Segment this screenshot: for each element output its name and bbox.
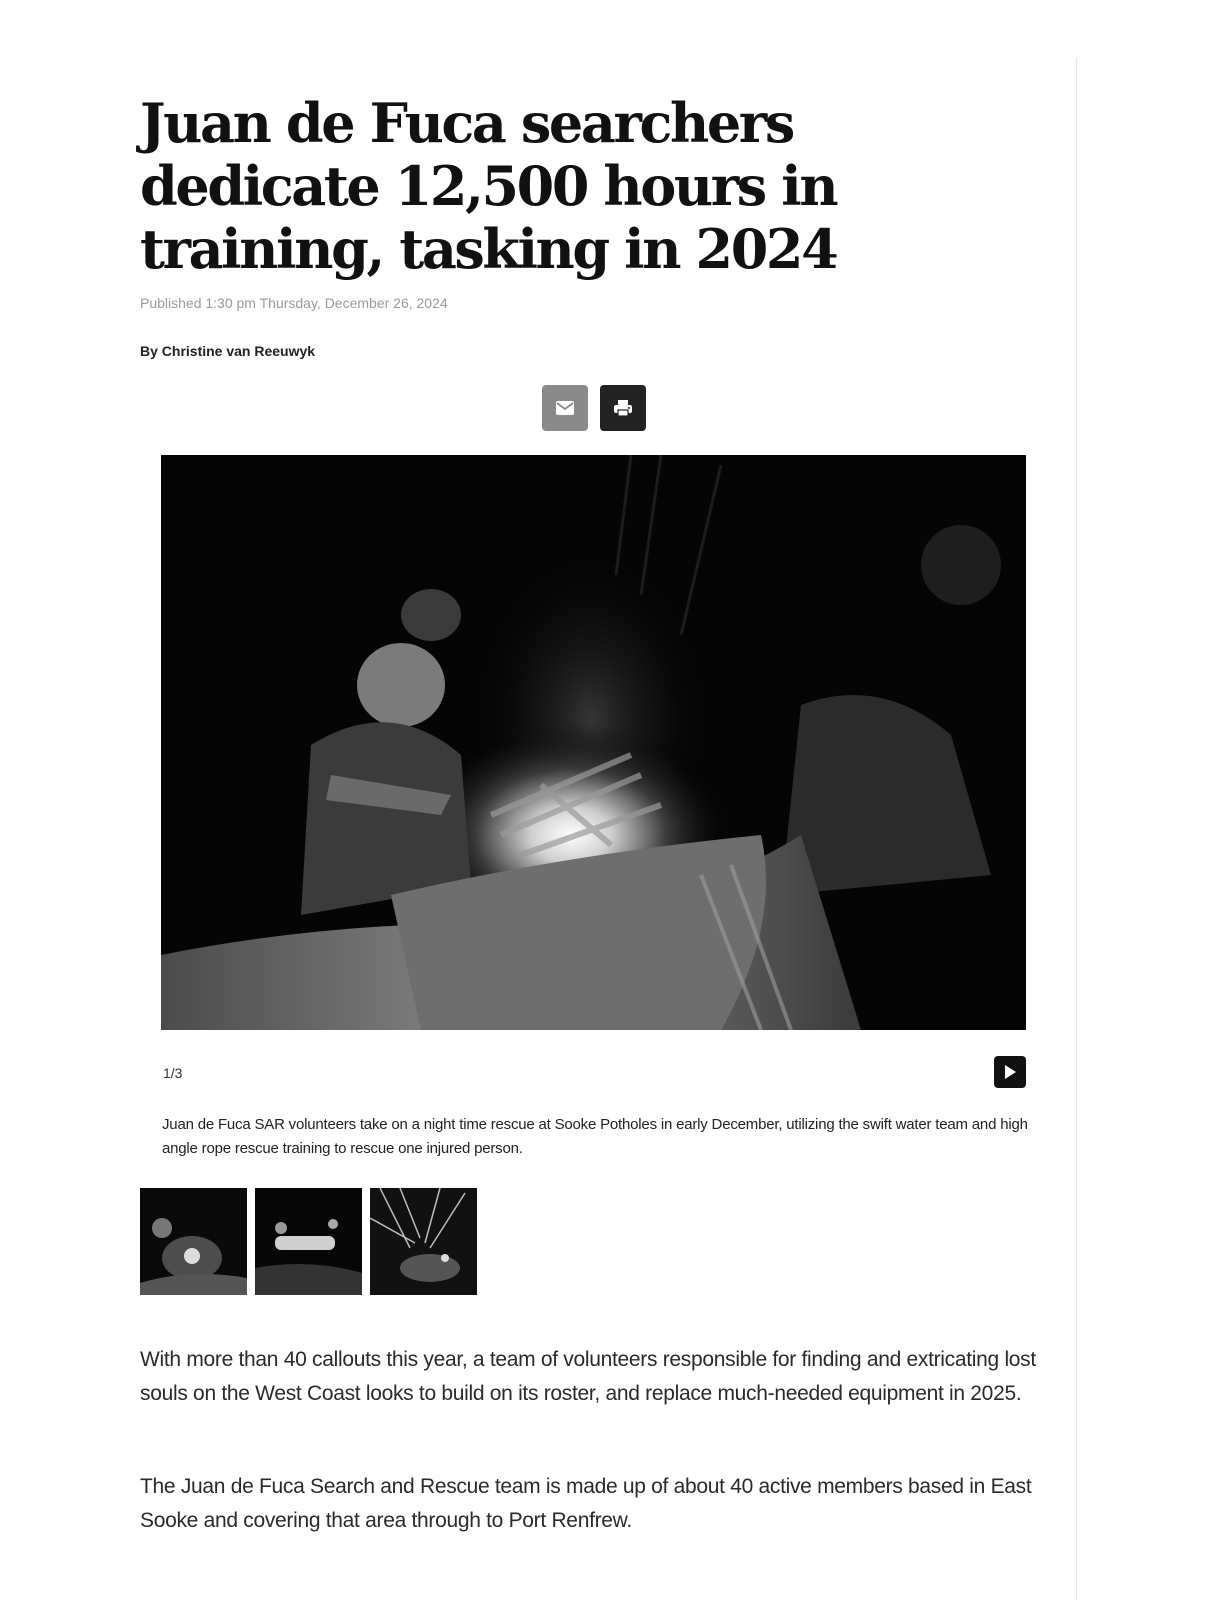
gallery-next-button[interactable] [994,1056,1026,1088]
gallery-main-photo[interactable] [161,455,1026,1030]
column-divider [1076,58,1077,1600]
play-icon [1003,1064,1017,1080]
article-title: Juan de Fuca searchers dedicate 12,500 hours in training, tasking in 2024 [140,91,837,281]
envelope-icon [555,400,575,416]
body-paragraph: With more than 40 callouts this year, a team of volunteers responsible for finding and extricating lost souls on the West Coast looks to build on its roster, and replace much-needed equipment in 2025. [140,1348,1036,1405]
published-date: Published 1:30 pm Thursday, December 26, 2024 [140,295,448,311]
photo-caption: Juan de Fuca SAR volunteers take on a night time rescue at Sooke Potholes in early December, utilizing the swift water team and high angle rope rescue training to rescue one injured person. [162,1116,1028,1157]
gallery-thumbnails [140,1188,477,1295]
gallery-counter: 1/3 [163,1065,183,1081]
print-button[interactable] [600,385,646,431]
gallery-thumbnail[interactable] [370,1188,477,1295]
body-paragraph: The Juan de Fuca Search and Rescue team is made up of about 40 active members based in East Sooke and covering that area through to Port Renfrew. [140,1475,1032,1532]
gallery-thumbnail[interactable] [255,1188,362,1295]
email-share-button[interactable] [542,385,588,431]
byline: By Christine van Reeuwyk [140,343,316,359]
share-toolbar [542,385,646,431]
printer-icon [613,399,633,417]
gallery-thumbnail[interactable] [140,1188,247,1295]
